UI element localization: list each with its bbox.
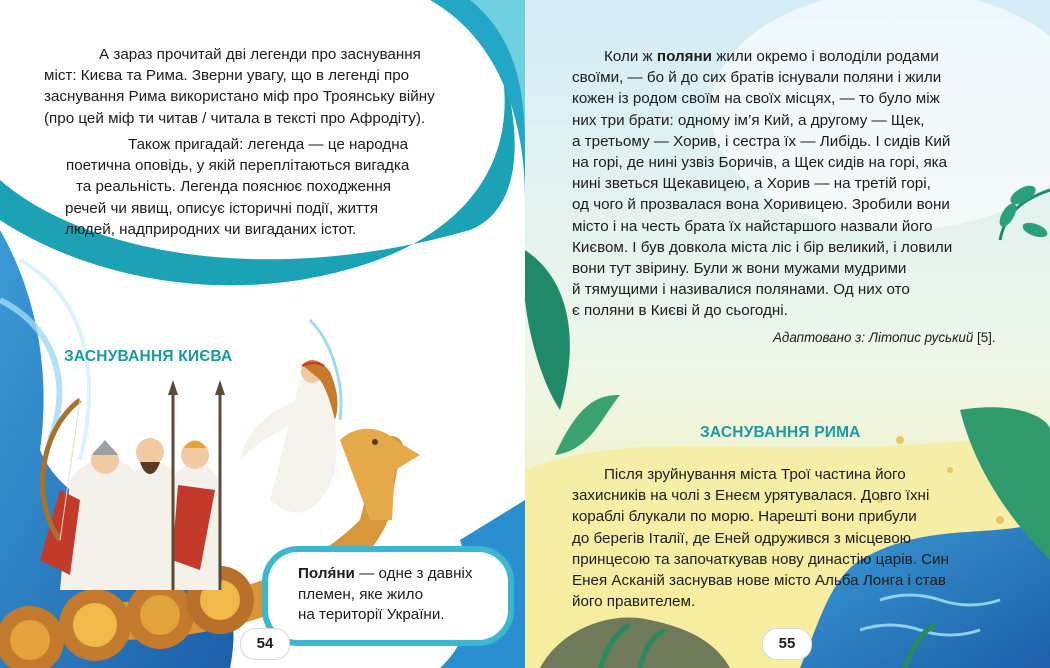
legend-line-6: на горі, де нині узвіз Боричів, а Щек сидів на горі, яка bbox=[572, 154, 948, 172]
glossary-term: Поля́ни bbox=[298, 565, 355, 582]
legend-line-4: них три брати: одному ім’я Кий, а другому — Щек, bbox=[572, 111, 925, 129]
heading-rome: ЗАСНУВАННЯ РИМА bbox=[700, 424, 861, 441]
rome-line-5: принцесою та започаткував нову династію царів. Син bbox=[572, 550, 949, 568]
rome-line-2: захисників на чолі з Енеєм урятувалася. Довго їхні bbox=[572, 487, 930, 505]
legend-line-11: вони тут звірину. Були ж вони мужами мудрими bbox=[572, 260, 907, 278]
source-citation bbox=[773, 330, 996, 345]
glossary-text bbox=[298, 564, 472, 626]
legend-line-5: а третьому — Хорив, і сестра їх — Либідь. І сидів Кий bbox=[572, 132, 951, 150]
definition-line-3: та реальність. Легенда пояснює походження bbox=[76, 178, 391, 196]
rome-line-7: його правителем. bbox=[572, 593, 696, 611]
page-number-right: 55 bbox=[762, 628, 812, 660]
kyiv-legend-paragraph bbox=[572, 46, 952, 322]
legend-line-12: й тямущими і називалися полянами. Од них ото bbox=[572, 281, 910, 299]
source-text: Адаптовано з: Літопис руський bbox=[773, 330, 974, 345]
intro-paragraph bbox=[44, 44, 435, 129]
page-number-left: 54 bbox=[240, 628, 290, 660]
intro-line-2: міст: Києва та Рима. Зверни увагу, що в легенді про bbox=[44, 67, 410, 85]
legend-word-polyany: поляни bbox=[656, 48, 712, 65]
legend-line-1-end: жили окремо і володіли родами bbox=[712, 48, 939, 65]
legend-line-10: Києвом. І був довкола міста ліс і бір великий, і ловили bbox=[572, 238, 953, 256]
sister-lybid bbox=[240, 360, 337, 512]
legend-line-13: є поляни в Києві й до сьогодні. bbox=[572, 302, 788, 320]
definition-line-2: поетична оповідь, у якій переплітаються вигадка bbox=[66, 157, 410, 175]
legend-line-8: од чого й прозвалася вона Хоривицею. Зробили вони bbox=[572, 196, 950, 214]
intro-line-1: А зараз прочитай дві легенди про заснування bbox=[99, 46, 421, 63]
rome-line-1: Після зруйнування міста Трої частина його bbox=[604, 466, 906, 483]
rome-legend-paragraph bbox=[572, 464, 949, 612]
glossary-line-2: племен, яке жило bbox=[298, 585, 424, 603]
rome-line-6: Енея Асканій заснував нове місто Альба Лонга і став bbox=[572, 572, 946, 590]
legend-line-1-start: Коли ж bbox=[604, 48, 657, 65]
glossary-line-3: на території України. bbox=[298, 606, 445, 623]
glossary-bubble bbox=[262, 546, 514, 646]
legend-line-7: нині зветься Щекавицею, а Хорив — на третій горі, bbox=[572, 175, 931, 193]
legend-line-9: місто і на честь брата їх найстаршого назвали його bbox=[572, 217, 933, 235]
definition-paragraph bbox=[60, 134, 409, 240]
rome-line-4: до берегів Італії, де Еней одружився з місцевою bbox=[572, 529, 912, 547]
intro-line-4: (про цей міф ти читав / читала в тексті про Афродіту). bbox=[44, 109, 426, 127]
definition-line-1: Також пригадай: легенда — це народна bbox=[128, 136, 409, 153]
heading-kyiv: ЗАСНУВАННЯ КИЄВА bbox=[64, 348, 233, 365]
source-ref: [5]. bbox=[973, 330, 996, 345]
rome-line-3: кораблі блукали по морю. Нарешті вони прибули bbox=[572, 508, 917, 526]
definition-line-4: речей чи явищ, описує історичні події, життя bbox=[65, 199, 379, 217]
intro-line-3: заснування Рима використано міф про Троянську війну bbox=[44, 88, 435, 106]
glossary-line-1: — одне з давніх bbox=[359, 565, 473, 582]
legend-line-3: кожен із родом своїм на своїх місцях, — то було між bbox=[572, 90, 940, 108]
definition-line-5: людей, надприродних чи вигаданих істот. bbox=[65, 220, 357, 238]
legend-line-2: своїми, — бо й до сих братів існували поляни і жили bbox=[572, 69, 942, 87]
three-brothers bbox=[40, 380, 225, 590]
